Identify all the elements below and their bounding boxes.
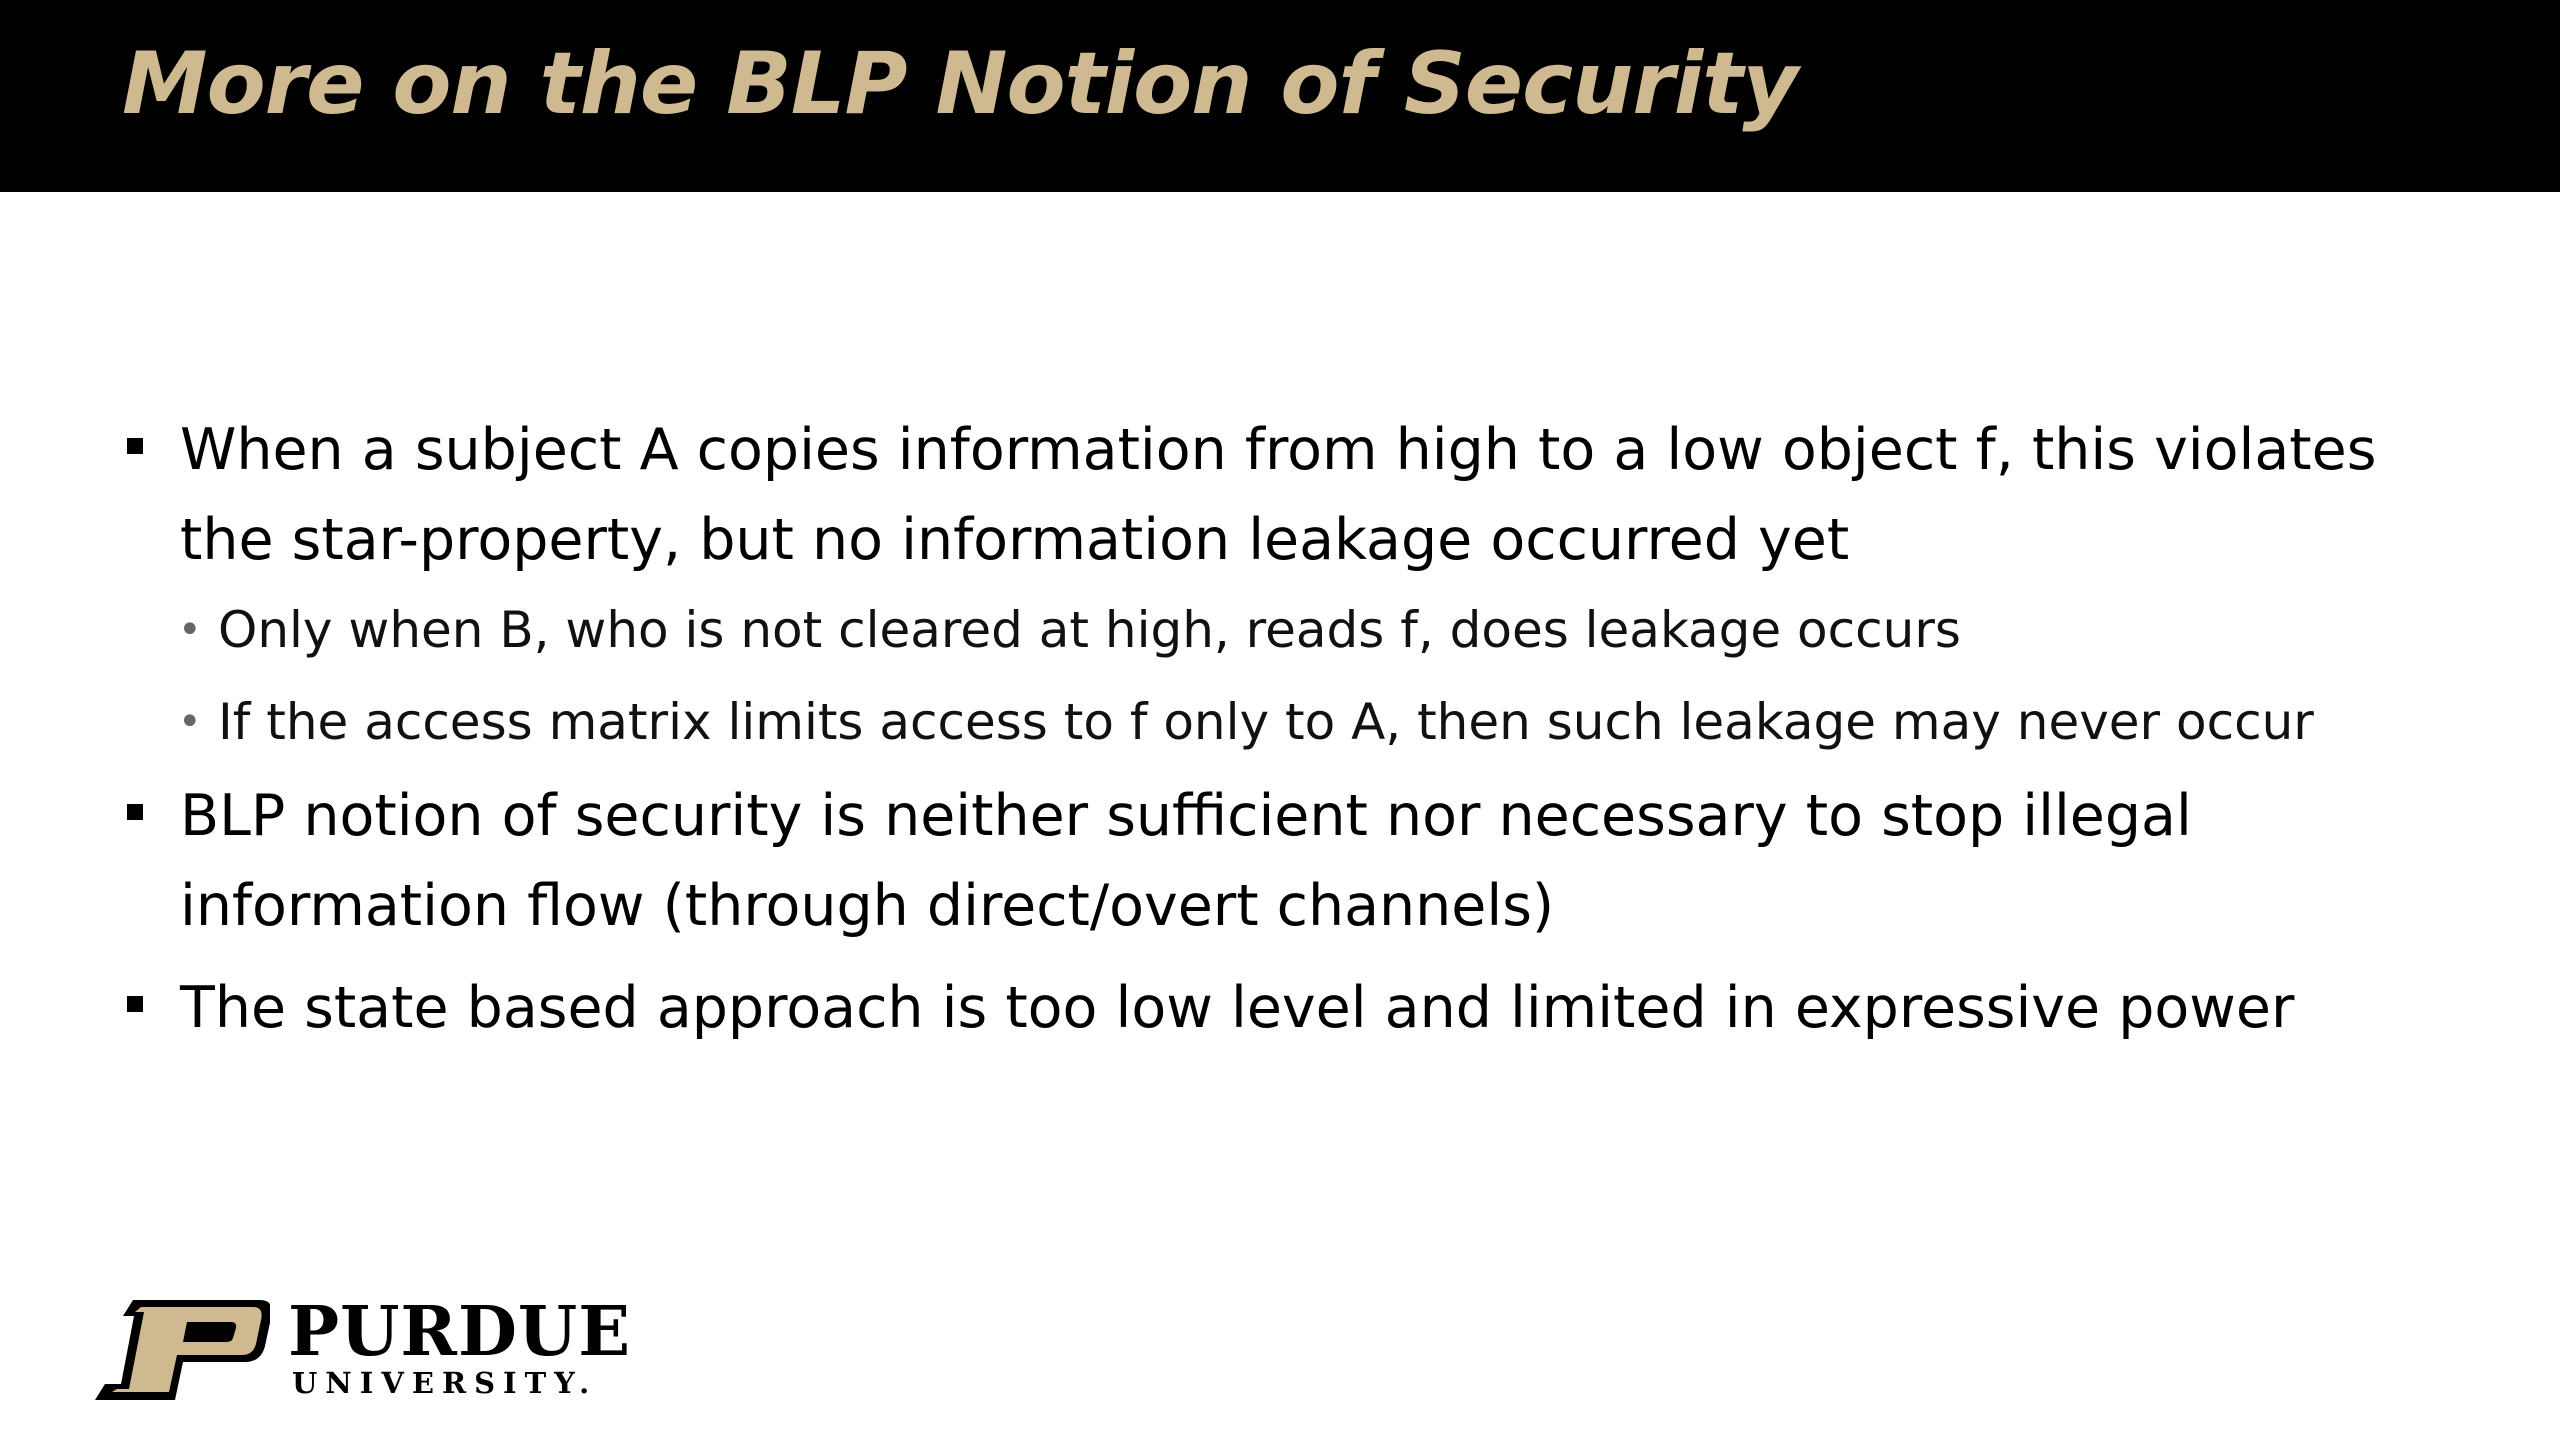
logo-wordmark: PURDUE xyxy=(288,1292,632,1372)
logo-subtitle: UNIVERSITY. xyxy=(292,1366,598,1400)
square-bullet-icon xyxy=(127,438,143,454)
title-bar xyxy=(0,0,2560,192)
bullet-item-1 xyxy=(120,405,2460,585)
sub-bullet-text: Only when B, who is not cleared at high, reads f, does leakage occurs xyxy=(218,601,1961,659)
slide-content xyxy=(120,405,2460,1053)
dot-bullet-icon: • xyxy=(178,607,202,653)
square-bullet-icon xyxy=(127,996,143,1012)
purdue-logo xyxy=(95,1292,640,1400)
slide-title: More on the BLP Notion of Security xyxy=(122,34,1798,134)
purdue-p-logo-icon xyxy=(95,1300,270,1400)
bullet-text: When a subject A copies information from high to a low object f, this violates the star-property, but no information leakage occurred yet xyxy=(180,417,2377,573)
bullet-item-2 xyxy=(120,771,2460,951)
dot-bullet-icon: • xyxy=(178,699,202,745)
square-bullet-icon xyxy=(127,804,143,820)
bullet-text: The state based approach is too low level and limited in expressive power xyxy=(180,975,2295,1041)
bullet-item-3 xyxy=(120,963,2460,1053)
sub-bullet-item-1 xyxy=(120,595,2460,665)
sub-bullet-text: If the access matrix limits access to f only to A, then such leakage may never occur xyxy=(218,693,2314,751)
bullet-text: BLP notion of security is neither sufficient nor necessary to stop illegal information flow (through direct/overt channels) xyxy=(180,783,2192,939)
sub-bullet-item-2 xyxy=(120,687,2460,757)
